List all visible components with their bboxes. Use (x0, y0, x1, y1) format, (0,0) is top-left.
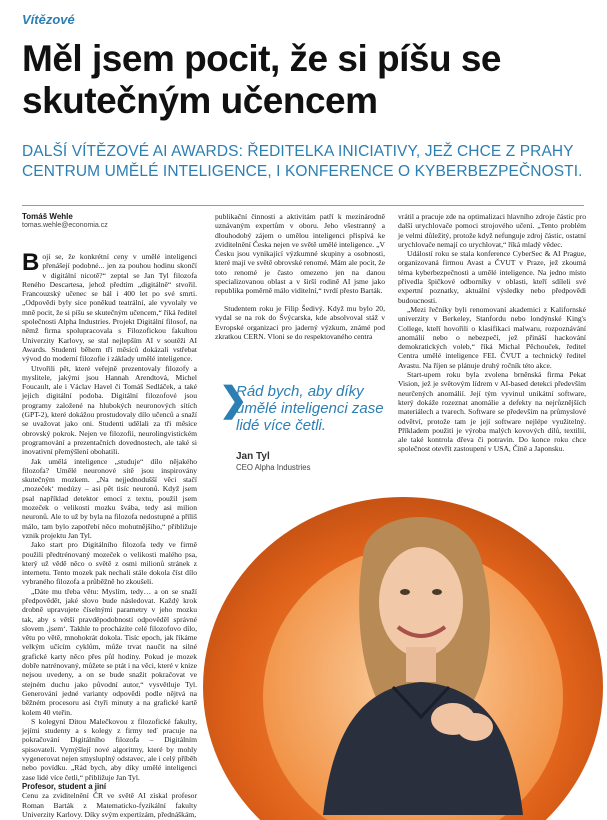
paragraph: Událostí roku se stala konference CyberSec & AI Prague, organizovaná firmou Avast a ČVUT v Praze, jež zkoumá téma kyberbezpečnosti a umělé inteligence. Na jedno místo přivedla špičkové odborníky v oblasti, kteří sdíleli své expertní poznatky, aktuální výsledky nebo předpovědi budoucnosti. (398, 249, 586, 305)
byline-divider (22, 205, 584, 206)
article-column-2-cont (215, 304, 385, 368)
paragraph: publikační činnosti a aktivitám patří k mezinárodně uznávaným expertům v oboru. Jeho všestranný a dlouhodobý zájem o umělou inteligenci přispívá ke zviditelnění Česka nejen ve světě umělé inteligence. „V Česku jsou vynikající výzkumné skupiny a osobnosti, které mají ve světě obrovské renomé. Mám ale pocit, že toto renomé je často omezeno jen na danou specializovanou oblast a v širší rodině AI jsme jako republika poměrně málo viditelní,“ tvrdí přesto Barták. (215, 212, 385, 296)
paragraph: Utvořili pět, které veřejně prezentovaly filozofy a myslitele, jakými jsou Hannah Arendtová, Michel Foucault, ale i Václav Havel či Tomáš Sedláček, a také jejich digitální podoba. Digitální filozofové jsou programy založené na hlubokých neuronových sítích (GPT-2), které dokážou prostudovaly dílo učenců a snaží se uvažovat jako oni. Studenti udělali za tři měsíce obrovský pokrok. Nejen ve filozofii, neurolingvistickém programování a prezentačních dovednostech, ale také si inovativní přemýšlení obohatili. (22, 363, 197, 457)
paragraph: „Mezi řečníky byli renomovaní akademici z Kalifornské univerzity v Berkeley, Stanfordu nebo londýnské King's College, kteří hovořili o klasifikaci malwaru, rozpoznávání anomálií nebo o nebezpečí, jež přináší hackování demokratických voleb,“ říká Michal Pěchouček, ředitel Centra umělé inteligence FEL ČVUT a technický ředitel Avastu. Na říjen se plánuje druhý ročník této akce. (398, 304, 586, 370)
paragraph: Bojí se, že konkrétní ceny v umělé inteligenci přenášejí podobné... jen za pouhou hodinu skončí v digitální nicotě?“ zeptal se Jan Tyl filozofa Reného Descartesa, jehož předtím „digitálně“ stvořil. Francouzský učenec se bál i 400 let po své smrti. „Odpovědi byly sice poněkud teatrální, ale vyvolaly ve mně pocit, že si píšu se skutečným učencem,“ říká ředitel společnosti Alpha Industries. Projekt Digitální filosof, na němž firma spolupracovala s Filozofickou fakultou Univerzity Karlovy, se stal nejlepším AI v soutěži AI Awards. Studenti během tří měsíců dokázali vstřebat vývod do moderní filozofie i základy umělé inteligence. (22, 249, 197, 364)
article-column-1 (22, 249, 197, 819)
paragraph: Studentem roku je Filip Šedivý. Když mu bylo 20, vydal se na rok do Švýcarska, kde absolvoval stáž v Evropské organizaci pro jaderný výzkum, známé pod zkratkou CERN. Vloni se do respektovaného centra (215, 304, 385, 341)
paragraph: S kolegyní Ditou Malečkovou z filozofické fakulty, jejími studenty a s kolegy z firmy teď pracuje na pokračování Digitálního filozofa – Digitálním spisovateli. Vymýšlejí nové algoritmy, které by mohly vygenerovat nejen smysluplný odstavec, ale i celý příběh nebo povídku. „Rád bych, aby díky umělé inteligenci zase lidé více četli,“ přibližuje Jan Tyl. (22, 716, 197, 782)
paragraph: „Dáte mu třeba větu: Myslím, tedy… a on se snaží předpovědět, jaké slovo bude následovat. Každý krok drobně upravujete číselnými parametry v jeho mozku tak, aby s větší pravděpodobností odpověděl správné slovem ‚jsem‘. Takhle to procházíte celé filozofovo dílo, větu po větě, mnohokrát dokola. Tisíc epoch, jak říkáme velkým učícím cyklům, může trvat naučit na silné grafické karty něco přes půl hodiny. Pokud je mozek dobře natrénovaný, můžete se ptát i na věci, které v knize nejsou uvedeny, a on se bude snažit pokračovat ve stejném duchu jako původní autor,“ vysvětluje Tyl. Generování jedné varianty odpovědi podle nějtvá na běžném procesoru asi čtyři minuty a na grafické kartě kolem 40 vteřin. (22, 586, 197, 717)
pull-quote: Rád bych, aby díky umělé inteligenci zase lidé více četli. (236, 383, 384, 434)
portrait-photo (213, 487, 593, 815)
paragraph: Start-upem roku byla zvolena brněnská firma Pekat Vision, jež je světovým lídrem v AI-based detekci především neurčených anomálií. Její tým vyvinul unikátní software, který dokáže rozeznat anomálie a defekty na nejrůznějších materiálech a tvarech. Software se především na průmyslové odvětví, protože tam je její software nejlépe využitelný. Příkladem použití je výroba malých kovových dílů, textilií, ale také kontrola dřeva či potravin. Do konce roku chce společnost otevřít zastoupení v USA, Číně a Japonsku. (398, 370, 586, 454)
paragraph: Cenu za zviditelnění ČR ve světě AI získal profesor Roman Barták z Matematicko-fyzikální fakulty Univerzity Karlovy. Díky svým expertízám, přednáškám, (22, 791, 197, 819)
paragraph: Jak umělá inteligence „studuje“ dílo nějakého filozofa? Umělé neuronové sítě jsou inspirovány skutečným mozkem. „Na nejjednodušší věci stačí ‚mozeček‘ medúzy – asi pět tisíc neuronů. Když jsem psal například detektor emocí z textu, použil jsem mozeček o velikosti mozku švába, tedy asi milion neuronů. Ale to už by byla na filozofa nedostupné a příliš málo, tam bylo zapotřebí něco mohutnějšího,“ přibližuje vznik projektu Jan Tyl. (22, 456, 197, 540)
portrait-illustration (213, 487, 593, 815)
headline: Měl jsem pocit, že si píšu se skutečným učencem (22, 38, 502, 121)
paragraph: Jako start pro Digitálního filozofa tedy ve firmě použili předtrénovaný mozeček o velikosti malého psa, který už vědě něco o světě z osmi milionů stránek z internetu. Tento mozek pak nechali stále dokola číst dílo vybraného filozofa a průběžně ho zkoušeli. (22, 540, 197, 587)
quote-author-role: CEO Alpha Industries (236, 463, 311, 472)
quote-author: Jan Tyl (236, 451, 270, 462)
author-email[interactable]: tomas.wehle@economia.cz (22, 222, 108, 229)
drop-cap: B (22, 249, 40, 276)
author-name: Tomáš Wehle (22, 212, 73, 221)
inline-subtitle: Profesor, student a jiní (22, 781, 107, 791)
quote-mark-icon: ❯ (219, 381, 248, 419)
article-column-2 (215, 212, 385, 302)
section-label: Vítězové (22, 12, 75, 27)
subheadline: DALŠÍ VÍTĚZOVÉ AI AWARDS: ŘEDITELKA INICIATIVY, JEŽ CHCE Z PRAHY CENTRUM UMĚLÉ INTELIGENCE, I KONFERENCE O KYBERBEZPEČNOSTI. (22, 143, 583, 180)
paragraph: vrátil a pracuje zde na optimalizaci hlavního zdroje částic pro další urychlovače pomoci strojového učení. „Tento problém je velmi důležitý, protože když nefunguje zdroj částic, ostatní urychlovače nemají co urychlovat,“ říká mladý vědec. (398, 212, 586, 249)
